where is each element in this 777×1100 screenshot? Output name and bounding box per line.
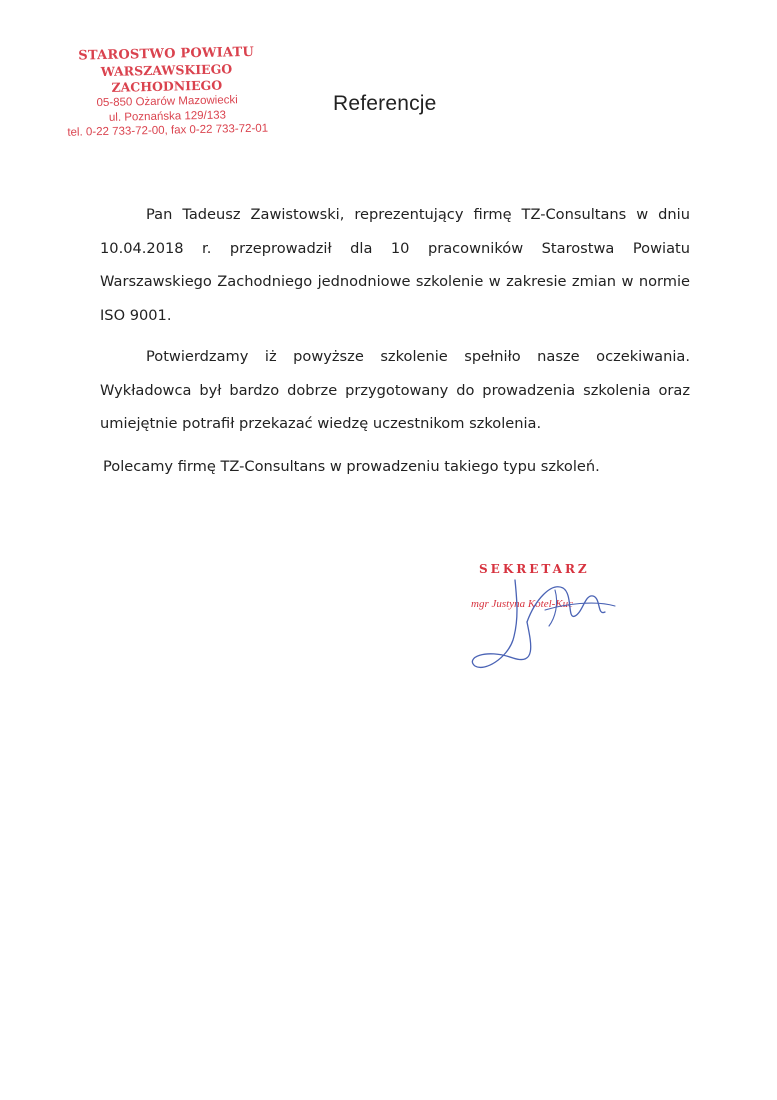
signature-stamp-title: SEKRETARZ <box>479 562 590 576</box>
paragraph-1: Pan Tadeusz Zawistowski, reprezentujący firmę TZ-Consultans w dniu 10.04.2018 r. przeprowadził dla 10 pracowników Starostwa Powiatu Warszawskiego Zachodniego jednodniowe szkolenie w zakresie zmian w normie ISO 9001. <box>100 206 690 324</box>
signature-block <box>455 560 635 690</box>
stamp-line-2: WARSZAWSKIEGO ZACHODNIEGO <box>100 61 233 95</box>
handwritten-signature-icon <box>455 560 635 690</box>
signature-stamp-name: mgr Justyna Kotel-Kuc <box>471 598 574 610</box>
paragraph-3: Polecamy firmę TZ-Consultans w prowadzeniu takiego typu szkoleń. <box>103 458 600 475</box>
stamp-address-2: ul. Poznańska 129/133 <box>108 108 227 124</box>
stamp-line-1: STAROSTWO POWIATU <box>78 44 255 64</box>
office-stamp <box>56 43 278 140</box>
paragraph-2: Potwierdzamy iż powyższe szkolenie spełniło nasze oczekiwania. Wykładowca był bardzo dobrze przygotowany do prowadzenia szkolenia oraz umiejętnie potrafił przekazać wiedzę uczestnikom szkolenia. <box>100 348 690 432</box>
page-title: Referencje <box>333 92 437 115</box>
stamp-phone: tel. 0-22 733-72-00, fax 0-22 733-72-01 <box>67 122 269 139</box>
stamp-address-1: 05-850 Ożarów Mazowiecki <box>96 94 238 110</box>
